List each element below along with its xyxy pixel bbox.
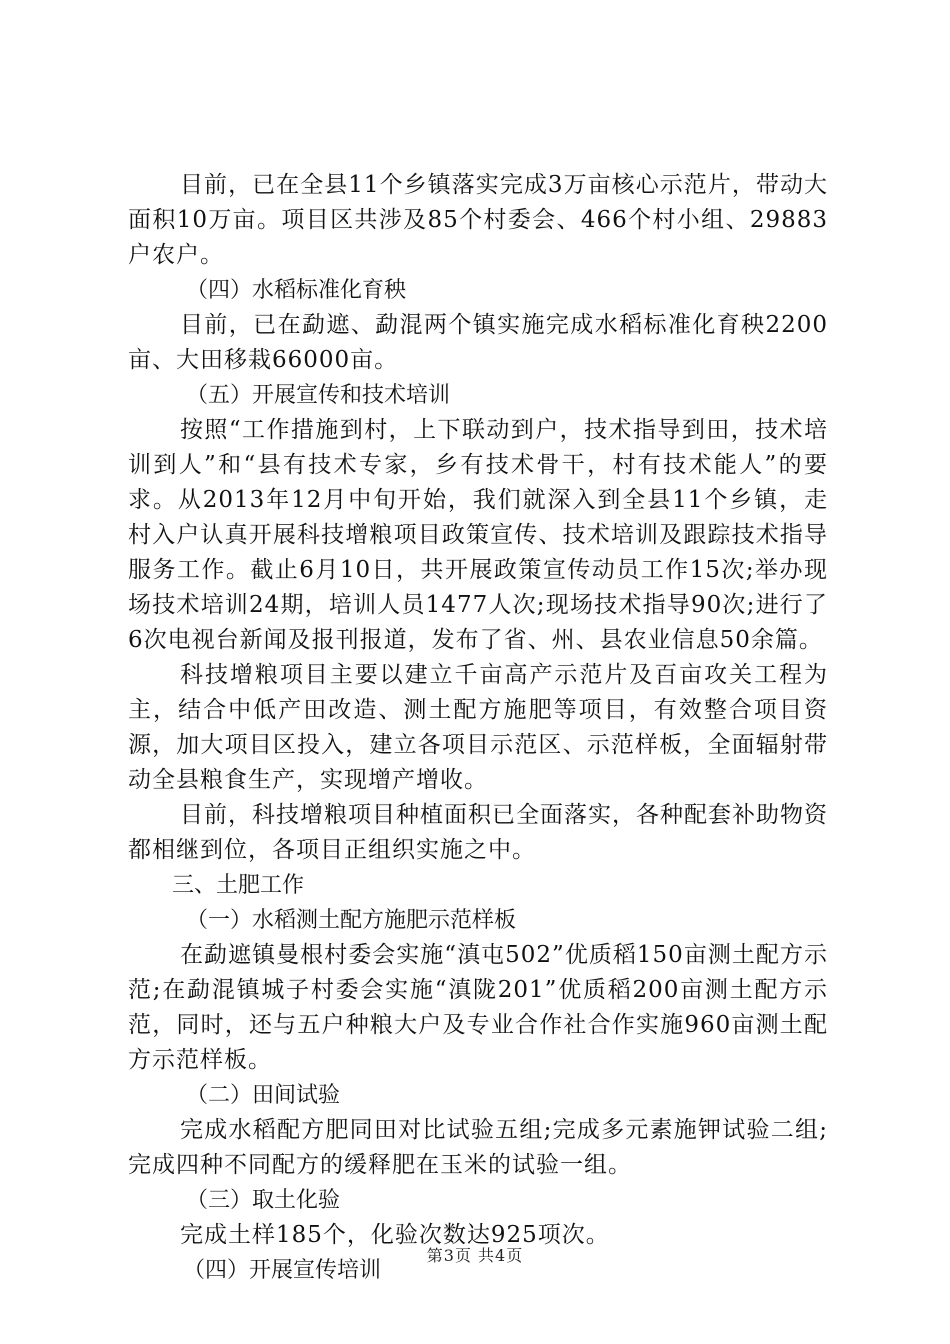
heading-publicity-training: （四）开展宣传培训: [183, 1258, 382, 1283]
heading-training: （五）开展宣传和技术培训: [186, 383, 451, 408]
paragraph-project-status: 目前，科技增粮项目种植面积已全面落实，各种配套补助物资都相继到位，各项目正组织实施之中。: [128, 802, 828, 863]
paragraph-soil-testing: 完成土样185个，化验次数达925项次。: [180, 1222, 610, 1248]
heading-soil-testing: （三）取土化验: [186, 1188, 341, 1213]
heading-rice-seedling: （四）水稻标准化育秧: [186, 278, 407, 303]
document-body: [128, 168, 828, 1288]
paragraph-rice-seedling: 目前，已在勐遮、勐混两个镇实施完成水稻标准化育秧2200亩、大田移栽66000亩。: [128, 312, 828, 373]
paragraph-project-focus: 科技增粮项目主要以建立千亩高产示范片及百亩攻关工程为主，结合中低产田改造、测土配方施肥等项目，有效整合项目资源，加大项目区投入，建立各项目示范区、示范样板，全面辐射带动全县粮食生产，实现增产增收。: [128, 662, 828, 793]
heading-demo-plots: （一）水稻测土配方施肥示范样板: [186, 908, 517, 933]
paragraph-field-trials: 完成水稻配方肥同田对比试验五组;完成多元素施钾试验二组;完成四种不同配方的缓释肥在玉米的试验一组。: [128, 1117, 828, 1178]
page-footer: 第3页 共4页: [426, 1246, 524, 1265]
heading-field-trials: （二）田间试验: [186, 1083, 341, 1108]
paragraph-demo-area: 目前，已在全县11个乡镇落实完成3万亩核心示范片，带动大面积10万亩。项目区共涉及85个村委会、466个村小组、29883户农户。: [128, 172, 828, 268]
paragraph-training: 按照“工作措施到村，上下联动到户，技术指导到田，技术培训到人”和“县有技术专家，乡有技术骨干，村有技术能人”的要求。从2013年12月中旬开始，我们就深入到全县11个乡镇，走村入户认真开展科技增粮项目政策宣传、技术培训及跟踪技术指导服务工作。截止6月10日，共开展政策宣传动员工作15次;举办现场技术培训24期，培训人员1477人次;现场技术指导90次;进行了6次电视台新闻及报刊报道，发布了省、州、县农业信息50余篇。: [128, 417, 828, 653]
paragraph-demo-plots: 在勐遮镇曼根村委会实施“滇屯502”优质稻150亩测土配方示范;在勐混镇城子村委会实施“滇陇201”优质稻200亩测土配方示范，同时，还与五户种粮大户及专业合作社合作实施960亩测土配方示范样板。: [128, 942, 828, 1073]
heading-soil-fertilizer: 三、土肥工作: [172, 873, 305, 898]
